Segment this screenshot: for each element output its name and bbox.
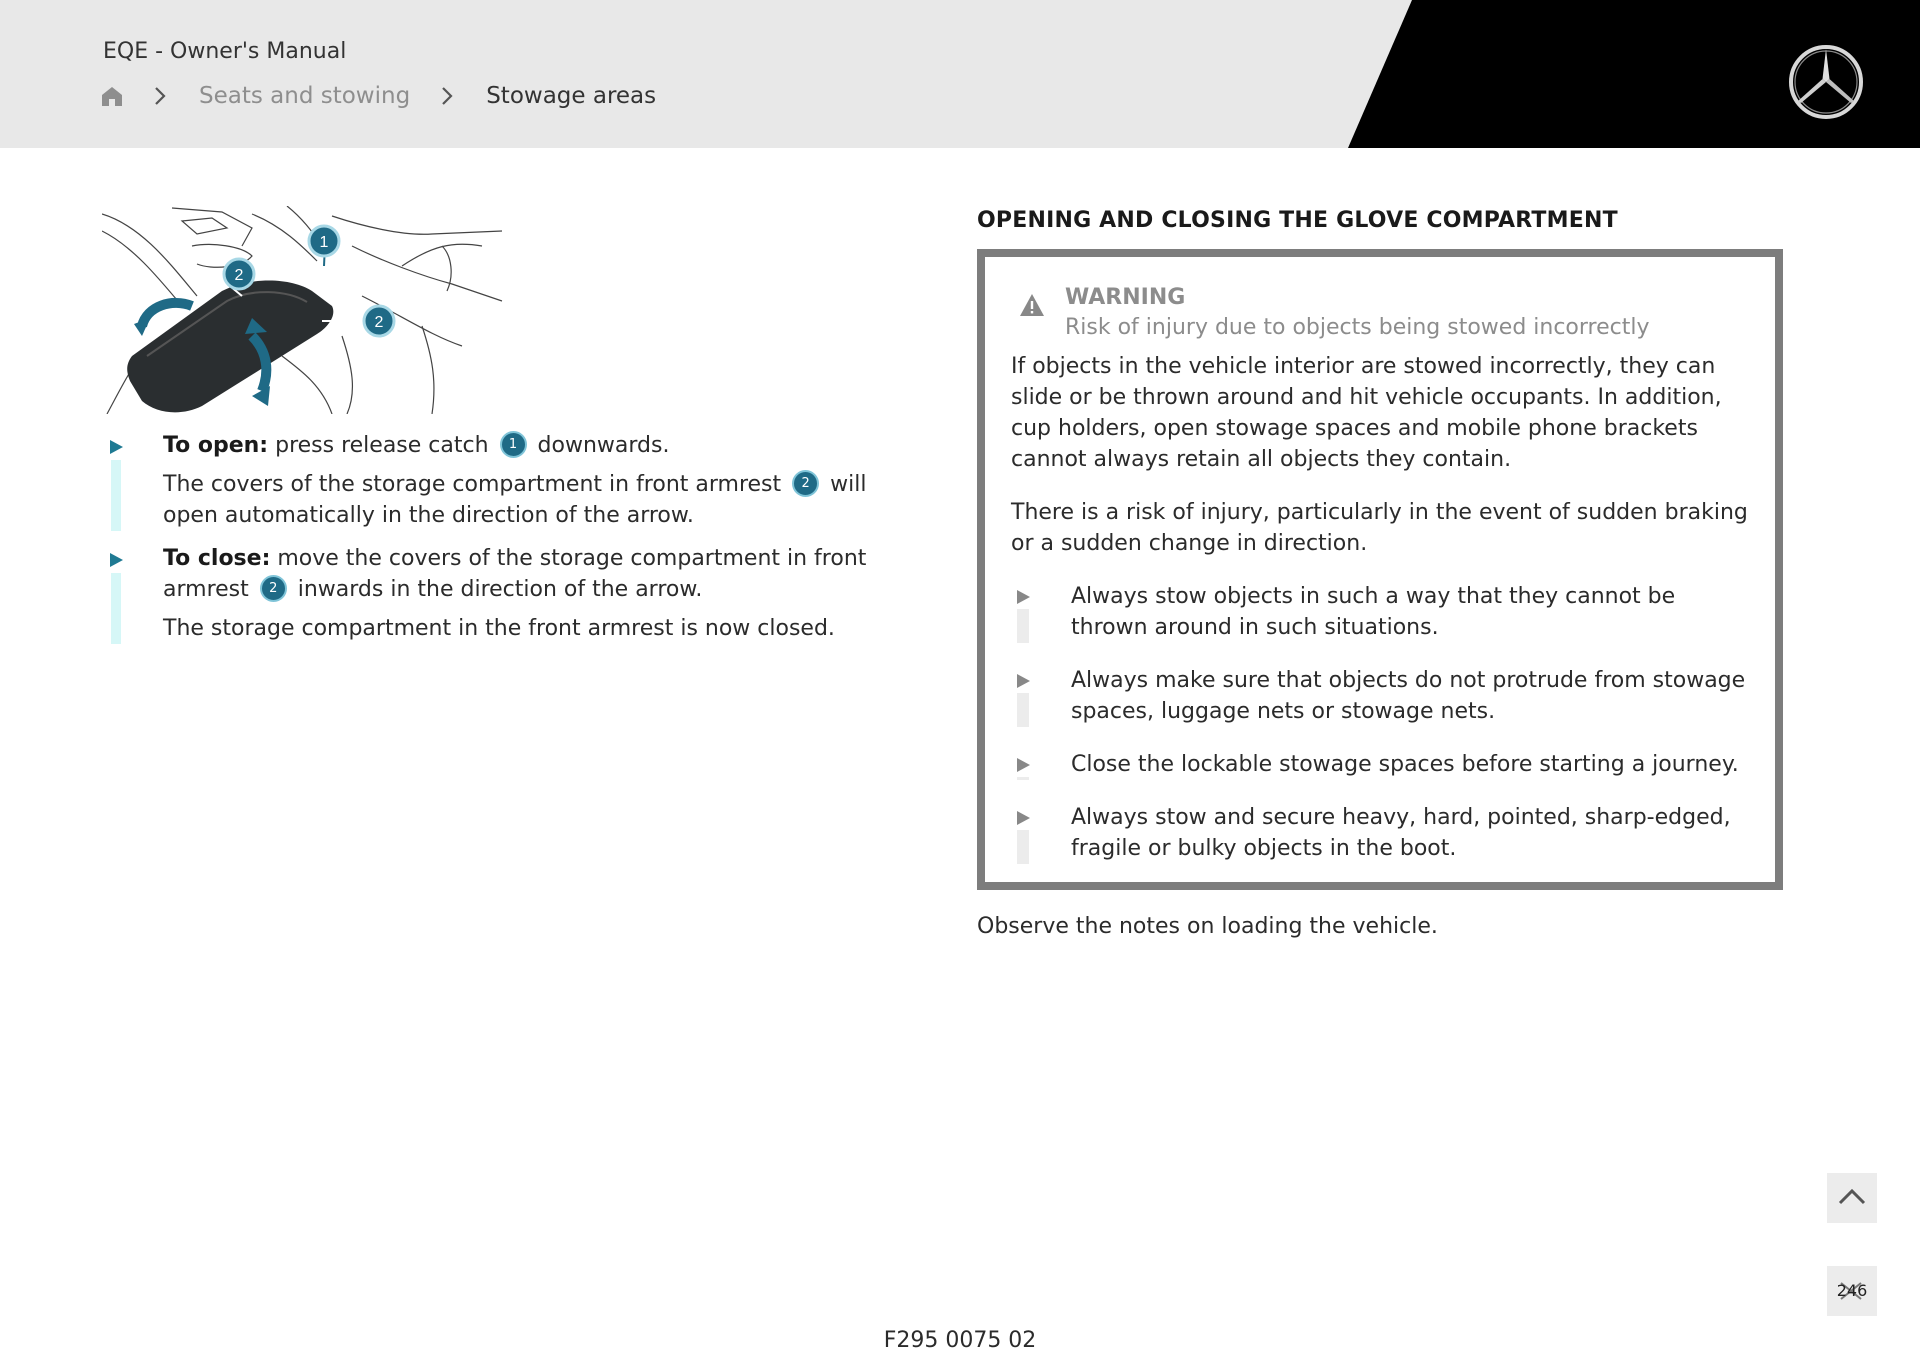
callout-badge: 1 [500,431,527,458]
step-instruction: To open: press release catch 1 downwards. [163,430,908,461]
warning-paragraph: If objects in the vehicle interior are stowed incorrectly, they can slide or be thrown around and hit vehicle occupants. In addition, cup holders, open stowage spaces and mobile phone brackets cannot always retain all objects they contain. [1011,354,1722,472]
step-arrow-icon [110,440,123,454]
warning-paragraph: There is a risk of injury, particularly in the event of sudden braking or a sudden change in direction. [1011,500,1748,556]
callout-badge [309,226,339,256]
breadcrumb-item-stowage-areas: Stowage areas [486,83,657,109]
step-close [108,543,908,644]
bullet-arrow-icon [1017,758,1030,772]
chevron-right-icon [440,86,454,106]
warning-box [977,249,1783,890]
warning-subtitle: Risk of injury due to objects being stowed incorrectly [1065,315,1650,340]
warning-list [1011,581,1751,864]
section-title: OPENING AND CLOSING THE GLOVE COMPARTMENT [977,208,1618,233]
home-icon[interactable] [101,85,123,107]
callout-badge: 2 [792,470,819,497]
step-arrow-icon [110,553,123,567]
page-number: 246 [1836,1281,1868,1300]
mercedes-star-logo[interactable] [1788,44,1864,120]
observe-note: Observe the notes on loading the vehicle. [977,914,1438,939]
scroll-to-top-button[interactable] [1827,1173,1877,1223]
callout-badge: 2 [260,575,287,602]
list-item: Always stow and secure heavy, hard, pointed, sharp-edged, fragile or bulky objects in the boot. [1011,802,1751,864]
breadcrumb-item-seats-and-stowing[interactable]: Seats and stowing [199,83,411,109]
manual-title: EQE - Owner's Manual [103,39,347,64]
chevron-up-icon [1827,1173,1877,1223]
step-bar [111,460,121,531]
svg-text:1: 1 [319,234,329,251]
header-black-band [0,0,1920,148]
instruction-steps [108,430,908,644]
list-item: Always stow objects in such a way that they cannot be thrown around in such situations. [1011,581,1751,643]
figure-code: F295 0075 02 [883,1328,1037,1353]
page-number-button[interactable] [1827,1266,1877,1316]
bullet-arrow-icon [1017,674,1030,688]
callout-badge [364,306,394,336]
bullet-arrow-icon [1017,811,1030,825]
step-instruction: To close: move the covers of the storage compartment in front armrest 2 inwards in the direction of the arrow. [163,546,867,602]
svg-text:2: 2 [374,314,384,331]
step-open [108,430,908,531]
step-bar [111,573,121,644]
step-result: The storage compartment in the front armrest is now closed. [163,616,835,641]
warning-triangle-icon [1019,293,1045,317]
step-result: The covers of the storage compartment in front armrest 2 will open automatically in the direction of the arrow. [163,469,908,531]
breadcrumb [101,80,656,112]
bullet-arrow-icon [1017,590,1030,604]
list-item: Always make sure that objects do not protrude from stowage spaces, luggage nets or stowage nets. [1011,665,1751,727]
warning-body [1011,351,1751,886]
page-header [0,0,1920,148]
list-item: Close the lockable stowage spaces before starting a journey. [1011,749,1751,780]
chevron-right-icon [153,86,167,106]
armrest-illustration [102,206,504,414]
warning-label: WARNING [1065,285,1186,310]
callout-badge [224,259,254,289]
svg-text:2: 2 [234,267,244,284]
